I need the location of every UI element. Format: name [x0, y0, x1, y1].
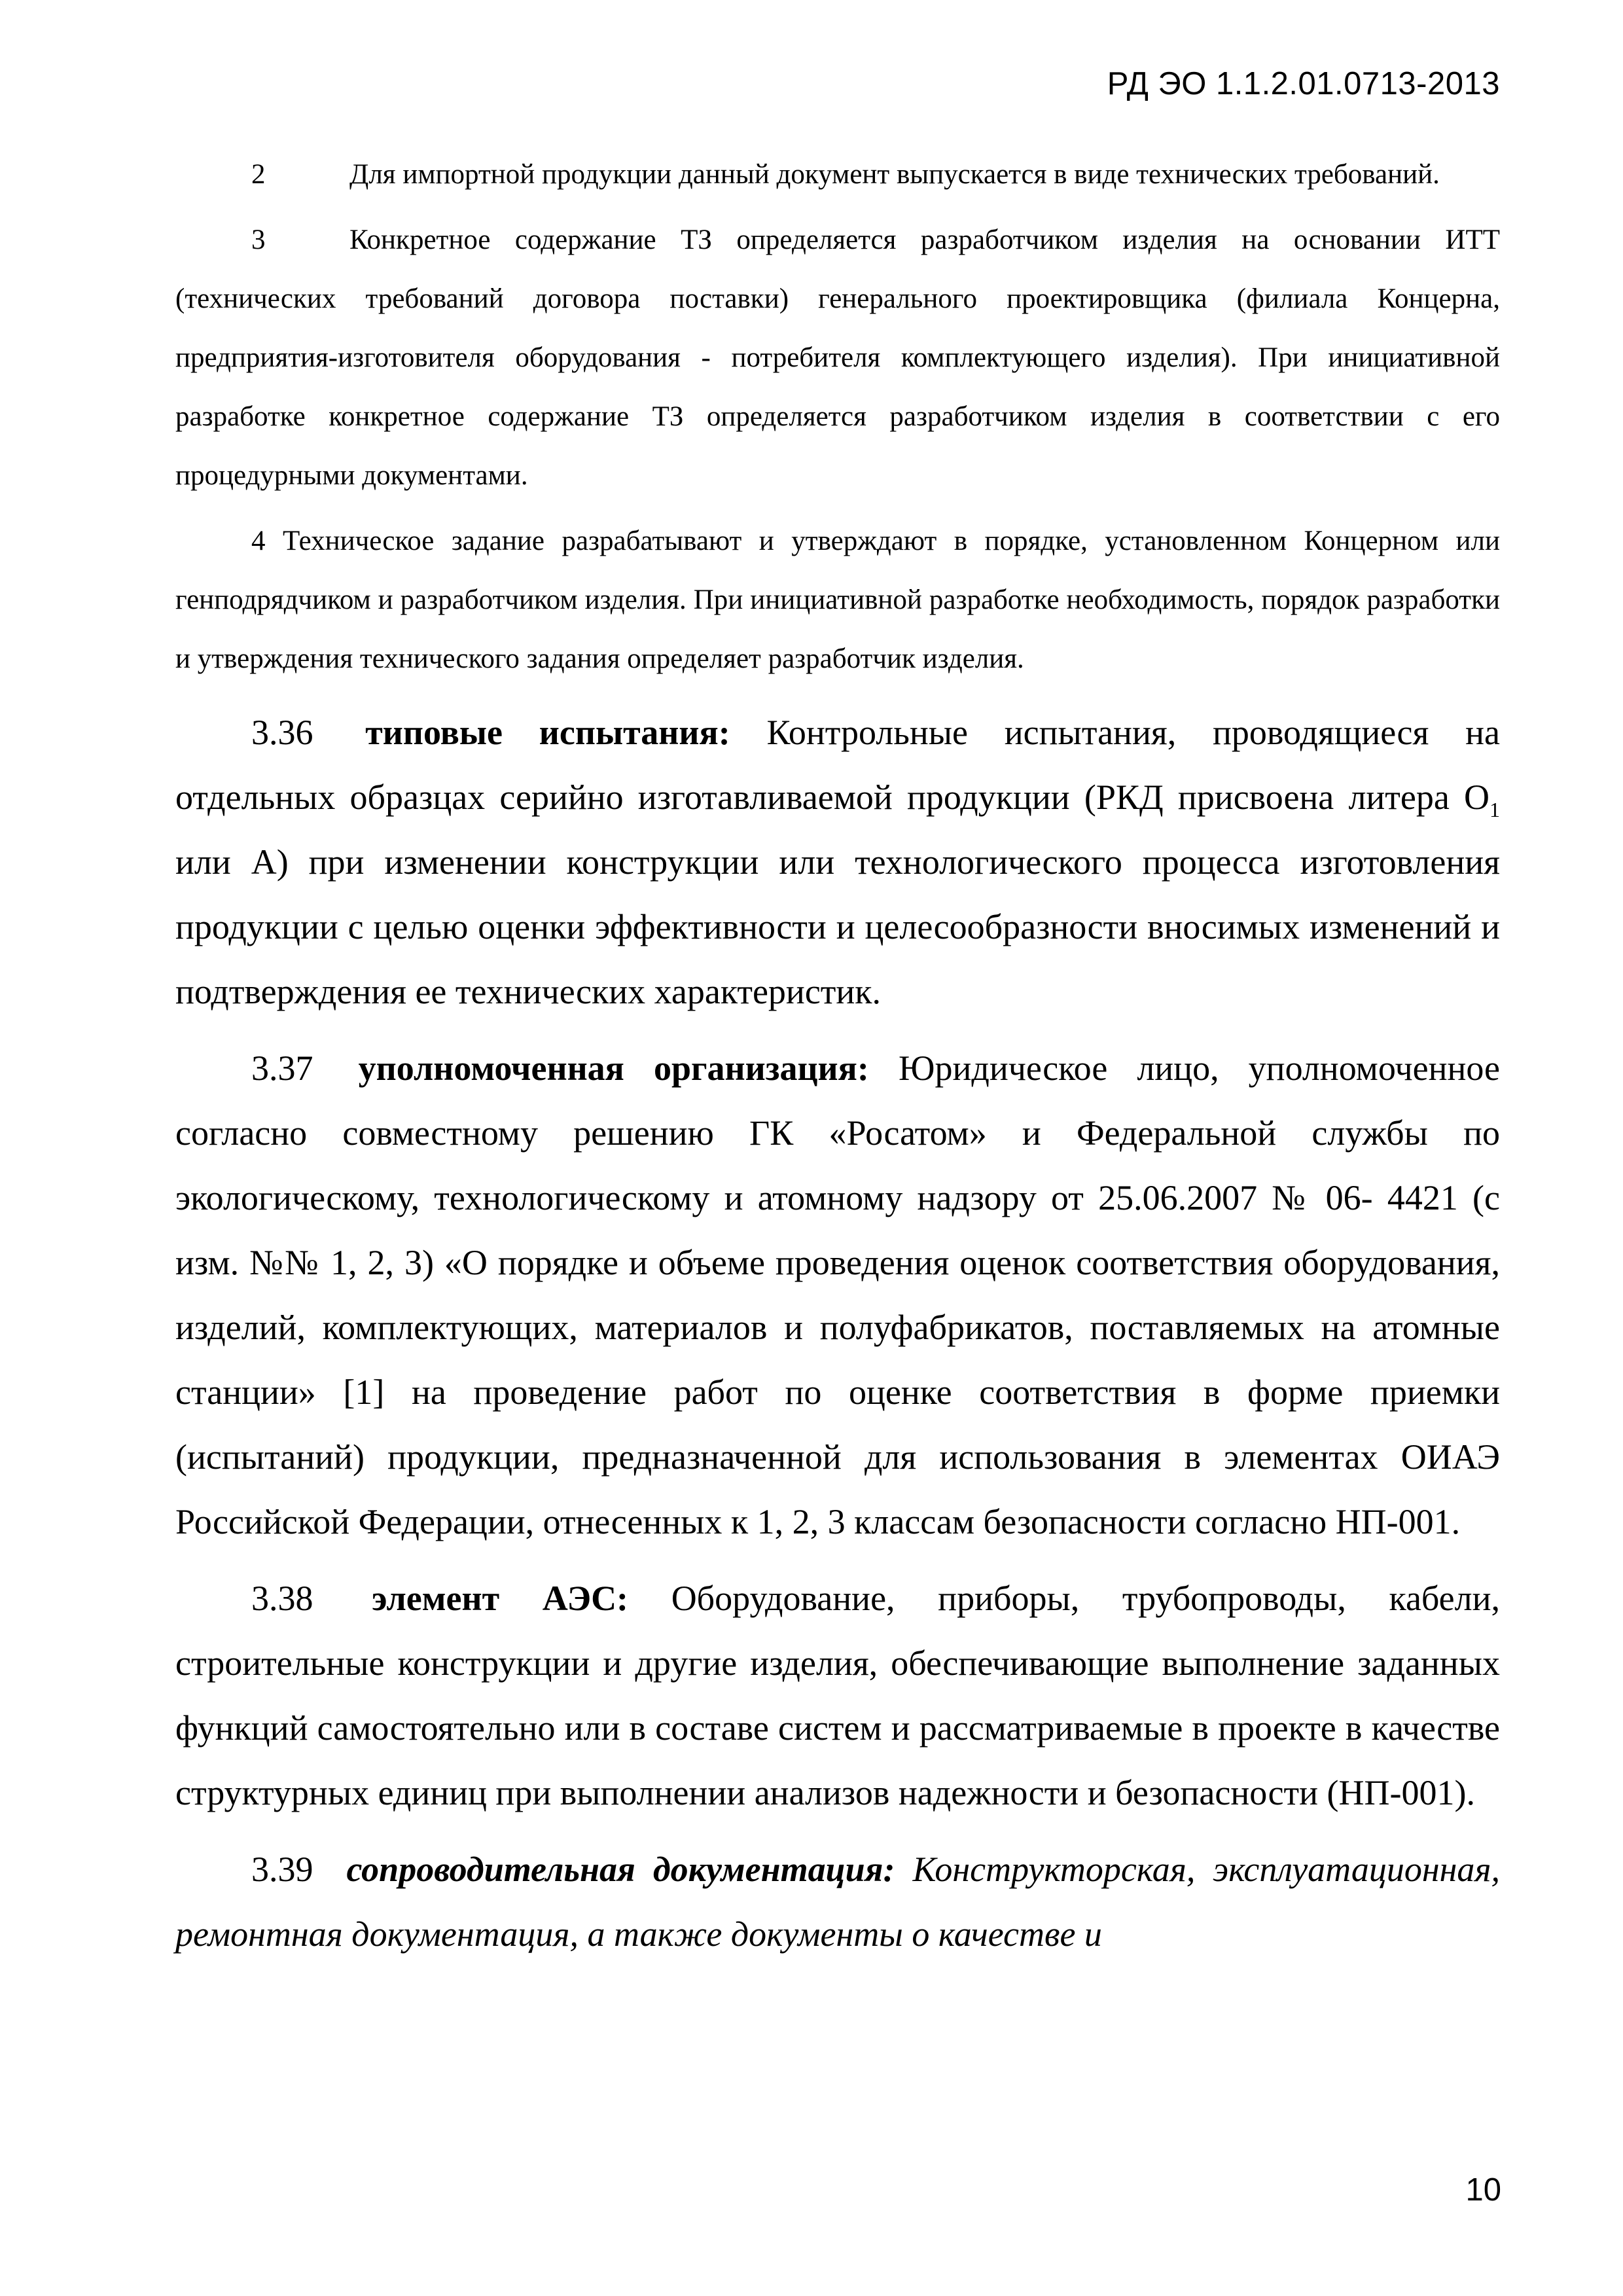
note-number: 4	[251, 526, 266, 556]
term-3-36	[175, 700, 1500, 1024]
term-3-39	[175, 1837, 1500, 1967]
note-4	[175, 512, 1500, 689]
term-number: 3.39	[251, 1850, 313, 1889]
term-3-37	[175, 1036, 1500, 1554]
term-name: сопроводительная документация:	[346, 1850, 895, 1889]
page-number: 10	[1465, 2172, 1501, 2208]
term-definition: Контрольные испытания, проводящиеся на отдельных образцах серийно изготавливаемой продукции (РКД присвоена литера О	[175, 713, 1500, 817]
note-text: Техническое задание разрабатывают и утверждают в порядке, установленном Концерном или генподрядчиком и разработчиком изделия. При инициативной разработке необходимость, порядок разработки и утверждения технического задания определяет разработчик изделия.	[175, 526, 1500, 674]
term-number: 3.36	[251, 713, 313, 752]
term-number: 3.38	[251, 1579, 313, 1618]
note-text: Для импортной продукции данный документ выпускается в виде технических требований.	[349, 159, 1440, 190]
term-definition: Оборудование, приборы, трубопроводы, кабели, строительные конструкции и другие изделия, обеспечивающие выполнение заданных функций самостоятельно или в составе систем и рассматриваемые в проекте в качестве структурных единиц при выполнении анализов надежности и безопасности (НП-001).	[175, 1579, 1500, 1812]
term-definition: Юридическое лицо, уполномоченное согласно совместному решению ГК «Росатом» и Федеральной службы по экологическому, технологическому и атомному надзору от 25.06.2007 № 06- 4421 (с изм. №№ 1, 2, 3) «О порядке и объеме проведения оценок соответствия оборудования, изделий, комплектующих, материалов и полуфабрикатов, поставляемых на атомные станции» [1] на проведение работ по оценке соответствия в форме приемки (испытаний) продукции, предназначенной для использования в элементах ОИАЭ Российской Федерации, отнесенных к 1, 2, 3 классам безопасности согласно НП-001.	[175, 1049, 1501, 1541]
note-3	[175, 211, 1500, 505]
letter-subscript: 1	[1489, 797, 1500, 821]
term-name: элемент АЭС:	[372, 1579, 629, 1618]
term-definition: Конструкторская, эксплуатационная, ремонтная документация, а также документы о качестве и	[175, 1850, 1501, 1954]
term-3-38	[175, 1566, 1500, 1825]
term-number: 3.37	[251, 1049, 313, 1088]
note-number: 2	[251, 159, 266, 190]
note-2	[175, 145, 1500, 204]
term-definition-cont: или А) при изменении конструкции или технологического процесса изготовления продукции с целью оценки эффективности и целесообразности вносимых изменений и подтверждения ее технических характеристик.	[175, 842, 1500, 1011]
term-name: типовые испытания:	[365, 713, 730, 752]
document-code: РД ЭО 1.1.2.01.0713-2013	[1107, 66, 1500, 101]
note-text: Конкретное содержание ТЗ определяется разработчиком изделия на основании ИТТ (технических требований договора поставки) генерального проектировщика (филиала Концерна, предприятия-изготовителя оборудования - потребителя комплектующего изделия). При инициативной разработке конкретное содержание ТЗ определяется разработчиком изделия в соответствии с его процедурными документами.	[175, 224, 1500, 491]
term-name: уполномоченная организация:	[358, 1049, 869, 1088]
document-body	[175, 145, 1500, 1967]
note-number: 3	[251, 224, 266, 255]
